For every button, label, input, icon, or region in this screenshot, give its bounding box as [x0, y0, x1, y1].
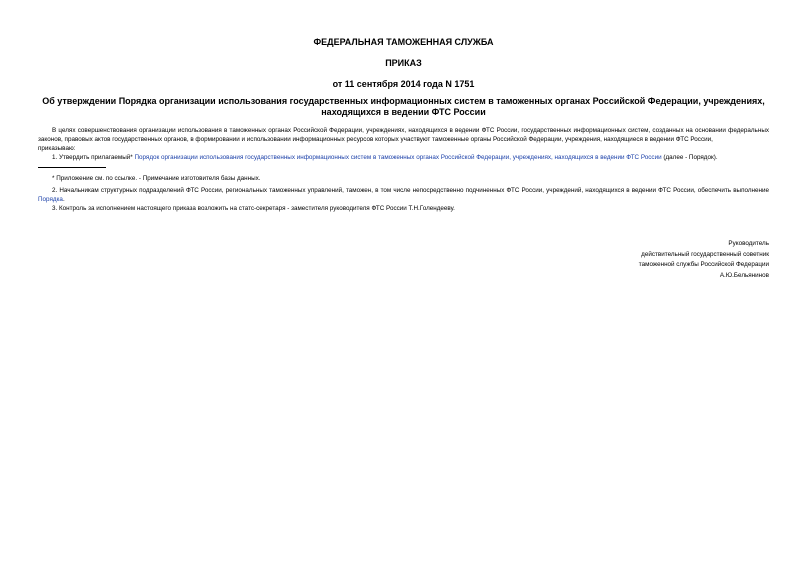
- order-word: приказываю:: [38, 145, 76, 152]
- item-1-suffix: (далее - Порядок).: [661, 154, 718, 161]
- footnote-text: * Приложение см. по ссылке. - Примечание изготовителя базы данных.: [52, 175, 261, 182]
- document-body: [38, 126, 769, 213]
- signature-rank-2: таможенной службы Российской Федерации: [638, 261, 769, 268]
- item-2-text: 2. Начальникам структурных подразделений ФТС России, региональных таможенных управлений, таможен, в том числе непосредственно подчиненных ФТС России, учреждений, находящихся в ведении ФТС России, обеспечить выполнение: [52, 187, 769, 194]
- signature-block: [639, 239, 769, 281]
- procedure-link[interactable]: Порядок организации использования государственных информационных систем в таможенных органах Российской Федерации, учреждениях, находящихся в ведении ФТС России: [134, 154, 662, 161]
- document-type: ПРИКАЗ: [385, 58, 422, 68]
- item-2-suffix: .: [62, 196, 65, 203]
- footnote-divider: [38, 167, 106, 168]
- agency-name: ФЕДЕРАЛЬНАЯ ТАМОЖЕННАЯ СЛУЖБА: [313, 37, 494, 47]
- item-1-paragraph: [38, 153, 769, 162]
- item-2-paragraph: [38, 186, 769, 204]
- signature-name: А.Ю.Бельянинов: [719, 271, 769, 279]
- item-3-paragraph: 3. Контроль за исполнением настоящего приказа возложить на статс-секретаря - заместителя руководителя ФТС России Т.Н.Голендееву.: [52, 205, 455, 212]
- signature-title: Руководитель: [728, 240, 769, 247]
- item-1-text: 1. Утвердить прилагаемый*: [52, 154, 135, 161]
- procedure-short-link[interactable]: Порядка: [38, 196, 63, 203]
- document-date-number: от 11 сентября 2014 года N 1751: [332, 79, 475, 89]
- preamble-paragraph: В целях совершенствования организации использования в таможенных органах Российской Федерации, учреждениях, находящихся в ведении ФТС России, государственных информационных систем, созданных на основании федеральных законов, правовых актов государственных органов, в формировании и использовании информационных ресурсов которых участвуют таможенные органы Российской Федерации, учреждения, находящиеся в ведении ФТС России,: [38, 127, 769, 143]
- document-subject: Об утверждении Порядка организации использования государственных информационных систем в таможенных органах Российской Федерации, учреждениях, находящихся в ведении ФТС России: [42, 96, 765, 117]
- signature-rank-1: действительный государственный советник: [641, 250, 769, 258]
